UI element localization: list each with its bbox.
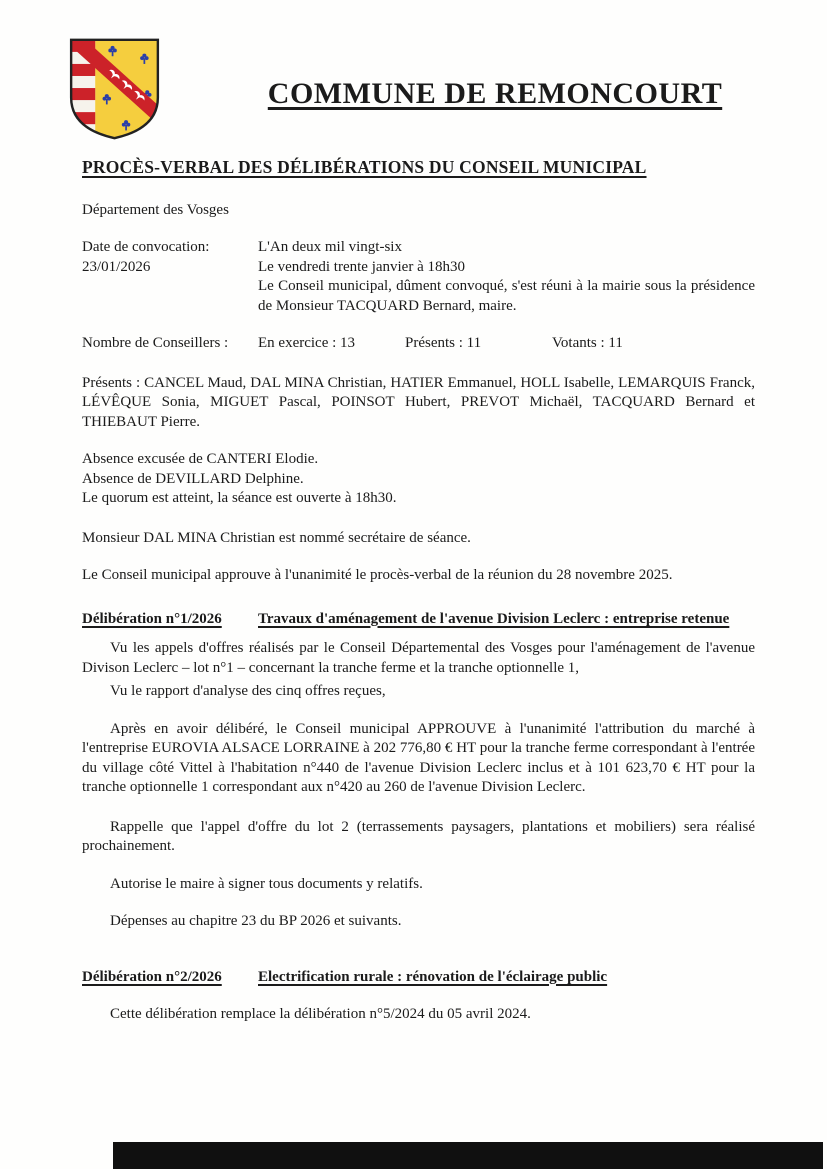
convocation-year-line: L'An deux mil vingt-six (258, 239, 402, 256)
document-title: PROCÈS-VERBAL DES DÉLIBÉRATIONS DU CONSEIL MUNICIPAL (82, 157, 647, 177)
convocation-right-column (258, 238, 755, 316)
convocation-block (82, 238, 755, 316)
deliberation-2-paragraph: Cette délibération remplace la délibération n°5/2024 du 05 avril 2024. (110, 1006, 531, 1023)
secretaire-line: Monsieur DAL MINA Christian est nommé secrétaire de séance. (82, 529, 471, 546)
deliberation-1-paragraph: Après en avoir délibéré, le Conseil municipal APPROUVE à l'unanimité l'attribution du marché à l'entreprise EUROVIA ALSACE LORRAINE à 202 776,80 € HT pour la tranche ferme correspondant à l'entrée du village côté Vittel à l'habitation n°440 de l'avenue Division Leclerc inclus et à 101 623,70 € HT pour la tranche optionnelle 1 correspondant aux n°420 au 260 de l'avenue Division Leclerc. (82, 720, 755, 796)
presents-list: Présents : CANCEL Maud, DAL MINA Christian, HATIER Emmanuel, HOLL Isabelle, LEMARQUIS Franck, LÉVÊQUE Sonia, MIGUET Pascal, POINSOT Hubert, PREVOT Michaël, TACQUARD Bernard et THIEBAUT Pierre. (82, 374, 755, 430)
deliberation-1-heading (82, 610, 755, 630)
coat-of-arms (66, 36, 163, 142)
conseillers-votants: Votants : 11 (552, 335, 623, 352)
deliberation-2-title: Electrification rurale : rénovation de l'éclairage public (258, 968, 608, 985)
deliberation-1-title: Travaux d'aménagement de l'avenue Division Leclerc : entreprise retenue (258, 610, 730, 627)
conseillers-presents: Présents : 11 (405, 335, 482, 352)
deliberation-1-paragraph: Vu le rapport d'analyse des cinq offres reçues, (110, 683, 386, 700)
commune-title: COMMUNE DE REMONCOURT (267, 77, 723, 110)
convocation-date: 23/01/2026 (82, 258, 151, 275)
conseillers-en-exercice: En exercice : 13 (258, 335, 356, 352)
deliberation-1-paragraph: Autorise le maire à signer tous documents y relatifs. (110, 875, 423, 892)
deliberation-1-paragraph: Dépenses au chapitre 23 du BP 2026 et suivants. (110, 913, 402, 930)
deliberation-2-label: Délibération n°2/2026 (82, 968, 222, 985)
deliberation-1-paragraph: Vu les appels d'offres réalisés par le Conseil Départemental des Vosges pour l'aménagement de l'avenue Divison Leclerc – lot n°1 – concernant la tranche ferme et la tranche optionnelle 1, (82, 640, 755, 676)
conseillers-label: Nombre de Conseillers : (82, 335, 229, 352)
deliberation-1-paragraph: Rappelle que l'appel d'offre du lot 2 (terrassements paysagers, plantations et mobiliers) sera réalisé prochainement. (82, 818, 755, 855)
approbation-pv-line: Le Conseil municipal approuve à l'unanimité le procès-verbal de la réunion du 28 novembre 2025. (82, 567, 673, 584)
scan-edge-artifact (113, 1142, 823, 1169)
deliberation-2-heading (82, 968, 755, 988)
convocation-left-column (82, 238, 258, 316)
convocation-meeting-line: Le Conseil municipal, dûment convoqué, s'est réuni à la mairie sous la présidence de Monsieur TACQUARD Bernard, maire. (258, 278, 755, 314)
convocation-label: Date de convocation: (82, 239, 210, 256)
absence-excusee-line: Absence excusée de CANTERI Elodie. (82, 451, 319, 468)
deliberation-1-label: Délibération n°1/2026 (82, 610, 222, 627)
departement-line: Département des Vosges (82, 201, 229, 218)
absences-block (82, 450, 755, 509)
absence-line: Absence de DEVILLARD Delphine. (82, 470, 304, 487)
convocation-day-line: Le vendredi trente janvier à 18h30 (258, 258, 465, 275)
quorum-line: Le quorum est atteint, la séance est ouverte à 18h30. (82, 490, 397, 507)
conseillers-row (82, 334, 755, 354)
